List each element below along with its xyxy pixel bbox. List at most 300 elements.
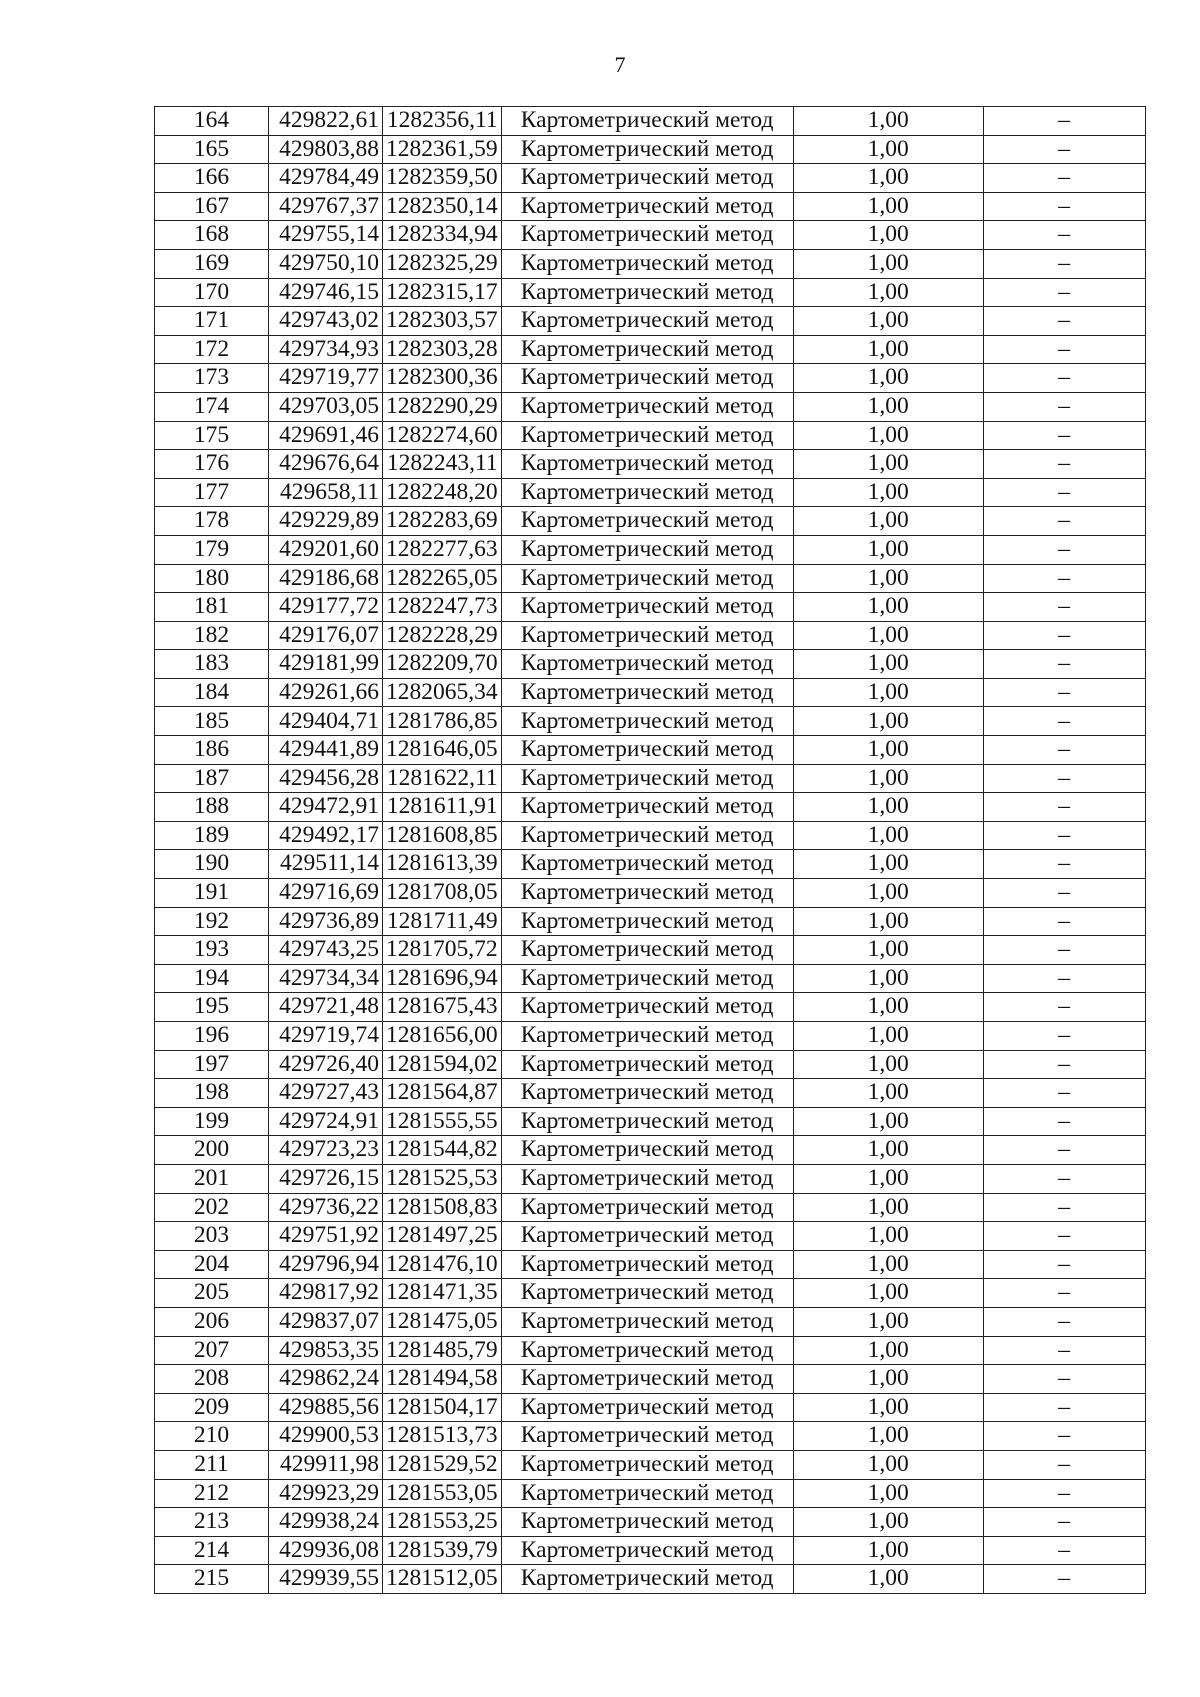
description-cell: – [983, 364, 1145, 393]
description-cell: – [983, 907, 1145, 936]
accuracy-cell: 1,00 [793, 707, 983, 736]
point-number-cell: 173 [155, 364, 269, 393]
method-cell: Картометрический метод [501, 1279, 793, 1308]
description-cell: – [983, 1107, 1145, 1136]
method-cell: Картометрический метод [501, 307, 793, 336]
description-cell: – [983, 850, 1145, 879]
y-coordinate-cell: 1281508,83 [383, 1193, 502, 1222]
y-coordinate-cell: 1281711,49 [383, 907, 502, 936]
description-cell: – [983, 1079, 1145, 1108]
description-cell: – [983, 249, 1145, 278]
point-number-cell: 215 [155, 1565, 269, 1594]
accuracy-cell: 1,00 [793, 764, 983, 793]
y-coordinate-cell: 1281525,53 [383, 1164, 502, 1193]
x-coordinate-cell: 429939,55 [269, 1565, 383, 1594]
y-coordinate-cell: 1281656,00 [383, 1022, 502, 1051]
description-cell: – [983, 1050, 1145, 1079]
point-number-cell: 171 [155, 307, 269, 336]
y-coordinate-cell: 1282209,70 [383, 650, 502, 679]
point-number-cell: 194 [155, 964, 269, 993]
y-coordinate-cell: 1281594,02 [383, 1050, 502, 1079]
table-row [155, 135, 1146, 164]
point-number-cell: 175 [155, 421, 269, 450]
x-coordinate-cell: 429404,71 [269, 707, 383, 736]
table-row [155, 107, 1146, 136]
accuracy-cell: 1,00 [793, 1422, 983, 1451]
method-cell: Картометрический метод [501, 964, 793, 993]
x-coordinate-cell: 429726,40 [269, 1050, 383, 1079]
method-cell: Картометрический метод [501, 1079, 793, 1108]
point-number-cell: 174 [155, 392, 269, 421]
point-number-cell: 181 [155, 593, 269, 622]
method-cell: Картометрический метод [501, 593, 793, 622]
y-coordinate-cell: 1282265,05 [383, 564, 502, 593]
x-coordinate-cell: 429456,28 [269, 764, 383, 793]
table-row [155, 1136, 1146, 1165]
x-coordinate-cell: 429900,53 [269, 1422, 383, 1451]
method-cell: Картометрический метод [501, 364, 793, 393]
x-coordinate-cell: 429911,98 [269, 1450, 383, 1479]
point-number-cell: 184 [155, 678, 269, 707]
point-number-cell: 177 [155, 478, 269, 507]
table-row [155, 221, 1146, 250]
y-coordinate-cell: 1281564,87 [383, 1079, 502, 1108]
x-coordinate-cell: 429726,15 [269, 1164, 383, 1193]
y-coordinate-cell: 1281553,05 [383, 1479, 502, 1508]
accuracy-cell: 1,00 [793, 1222, 983, 1251]
point-number-cell: 179 [155, 535, 269, 564]
x-coordinate-cell: 429853,35 [269, 1336, 383, 1365]
accuracy-cell: 1,00 [793, 1050, 983, 1079]
table-row [155, 1422, 1146, 1451]
accuracy-cell: 1,00 [793, 1565, 983, 1594]
table-row [155, 907, 1146, 936]
y-coordinate-cell: 1281504,17 [383, 1393, 502, 1422]
x-coordinate-cell: 429837,07 [269, 1307, 383, 1336]
point-number-cell: 193 [155, 936, 269, 965]
description-cell: – [983, 1565, 1145, 1594]
y-coordinate-cell: 1281529,52 [383, 1450, 502, 1479]
point-number-cell: 189 [155, 821, 269, 850]
accuracy-cell: 1,00 [793, 107, 983, 136]
x-coordinate-cell: 429750,10 [269, 249, 383, 278]
accuracy-cell: 1,00 [793, 1307, 983, 1336]
method-cell: Картометрический метод [501, 1164, 793, 1193]
method-cell: Картометрический метод [501, 879, 793, 908]
point-number-cell: 164 [155, 107, 269, 136]
x-coordinate-cell: 429719,77 [269, 364, 383, 393]
table-row [155, 1222, 1146, 1251]
x-coordinate-cell: 429784,49 [269, 164, 383, 193]
description-cell: – [983, 707, 1145, 736]
description-cell: – [983, 821, 1145, 850]
method-cell: Картометрический метод [501, 821, 793, 850]
y-coordinate-cell: 1282283,69 [383, 507, 502, 536]
point-number-cell: 167 [155, 192, 269, 221]
accuracy-cell: 1,00 [793, 907, 983, 936]
table-row [155, 764, 1146, 793]
x-coordinate-cell: 429716,69 [269, 879, 383, 908]
table-row [155, 964, 1146, 993]
method-cell: Картометрический метод [501, 1565, 793, 1594]
accuracy-cell: 1,00 [793, 936, 983, 965]
accuracy-cell: 1,00 [793, 135, 983, 164]
description-cell: – [983, 107, 1145, 136]
table-row [155, 821, 1146, 850]
point-number-cell: 183 [155, 650, 269, 679]
point-number-cell: 182 [155, 621, 269, 650]
method-cell: Картометрический метод [501, 850, 793, 879]
accuracy-cell: 1,00 [793, 307, 983, 336]
accuracy-cell: 1,00 [793, 192, 983, 221]
y-coordinate-cell: 1282361,59 [383, 135, 502, 164]
accuracy-cell: 1,00 [793, 392, 983, 421]
accuracy-cell: 1,00 [793, 1107, 983, 1136]
method-cell: Картометрический метод [501, 507, 793, 536]
coordinates-table-body [155, 107, 1146, 1594]
y-coordinate-cell: 1282247,73 [383, 593, 502, 622]
point-number-cell: 187 [155, 764, 269, 793]
description-cell: – [983, 450, 1145, 479]
point-number-cell: 211 [155, 1450, 269, 1479]
x-coordinate-cell: 429181,99 [269, 650, 383, 679]
method-cell: Картометрический метод [501, 793, 793, 822]
table-row [155, 936, 1146, 965]
point-number-cell: 190 [155, 850, 269, 879]
x-coordinate-cell: 429734,93 [269, 335, 383, 364]
description-cell: – [983, 764, 1145, 793]
y-coordinate-cell: 1282300,36 [383, 364, 502, 393]
method-cell: Картометрический метод [501, 1193, 793, 1222]
x-coordinate-cell: 429441,89 [269, 736, 383, 765]
y-coordinate-cell: 1282243,11 [383, 450, 502, 479]
table-row [155, 1107, 1146, 1136]
description-cell: – [983, 678, 1145, 707]
accuracy-cell: 1,00 [793, 364, 983, 393]
x-coordinate-cell: 429719,74 [269, 1022, 383, 1051]
x-coordinate-cell: 429817,92 [269, 1279, 383, 1308]
description-cell: – [983, 192, 1145, 221]
accuracy-cell: 1,00 [793, 478, 983, 507]
x-coordinate-cell: 429743,02 [269, 307, 383, 336]
y-coordinate-cell: 1281708,05 [383, 879, 502, 908]
y-coordinate-cell: 1282315,17 [383, 278, 502, 307]
accuracy-cell: 1,00 [793, 1479, 983, 1508]
table-row [155, 564, 1146, 593]
method-cell: Картометрический метод [501, 1107, 793, 1136]
table-row [155, 1508, 1146, 1537]
description-cell: – [983, 392, 1145, 421]
method-cell: Картометрический метод [501, 764, 793, 793]
point-number-cell: 207 [155, 1336, 269, 1365]
table-row [155, 507, 1146, 536]
accuracy-cell: 1,00 [793, 564, 983, 593]
description-cell: – [983, 221, 1145, 250]
description-cell: – [983, 307, 1145, 336]
description-cell: – [983, 135, 1145, 164]
y-coordinate-cell: 1281696,94 [383, 964, 502, 993]
method-cell: Картометрический метод [501, 392, 793, 421]
method-cell: Картометрический метод [501, 736, 793, 765]
method-cell: Картометрический метод [501, 450, 793, 479]
method-cell: Картометрический метод [501, 1136, 793, 1165]
accuracy-cell: 1,00 [793, 850, 983, 879]
method-cell: Картометрический метод [501, 278, 793, 307]
point-number-cell: 170 [155, 278, 269, 307]
point-number-cell: 205 [155, 1279, 269, 1308]
table-row [155, 249, 1146, 278]
accuracy-cell: 1,00 [793, 421, 983, 450]
y-coordinate-cell: 1281555,55 [383, 1107, 502, 1136]
description-cell: – [983, 1508, 1145, 1537]
y-coordinate-cell: 1282303,28 [383, 335, 502, 364]
table-row [155, 1050, 1146, 1079]
method-cell: Картометрический метод [501, 621, 793, 650]
description-cell: – [983, 1365, 1145, 1394]
accuracy-cell: 1,00 [793, 335, 983, 364]
method-cell: Картометрический метод [501, 1250, 793, 1279]
method-cell: Картометрический метод [501, 421, 793, 450]
description-cell: – [983, 1479, 1145, 1508]
accuracy-cell: 1,00 [793, 1279, 983, 1308]
description-cell: – [983, 1222, 1145, 1251]
y-coordinate-cell: 1282350,14 [383, 192, 502, 221]
coordinates-table [154, 106, 1146, 1594]
point-number-cell: 166 [155, 164, 269, 193]
method-cell: Картометрический метод [501, 993, 793, 1022]
table-row [155, 993, 1146, 1022]
x-coordinate-cell: 429862,24 [269, 1365, 383, 1394]
x-coordinate-cell: 429923,29 [269, 1479, 383, 1508]
point-number-cell: 210 [155, 1422, 269, 1451]
method-cell: Картометрический метод [501, 164, 793, 193]
point-number-cell: 172 [155, 335, 269, 364]
y-coordinate-cell: 1281494,58 [383, 1365, 502, 1394]
accuracy-cell: 1,00 [793, 1136, 983, 1165]
description-cell: – [983, 278, 1145, 307]
description-cell: – [983, 1422, 1145, 1451]
table-row [155, 793, 1146, 822]
point-number-cell: 209 [155, 1393, 269, 1422]
accuracy-cell: 1,00 [793, 879, 983, 908]
description-cell: – [983, 335, 1145, 364]
x-coordinate-cell: 429727,43 [269, 1079, 383, 1108]
description-cell: – [983, 793, 1145, 822]
table-row [155, 1079, 1146, 1108]
y-coordinate-cell: 1281544,82 [383, 1136, 502, 1165]
accuracy-cell: 1,00 [793, 249, 983, 278]
accuracy-cell: 1,00 [793, 593, 983, 622]
point-number-cell: 185 [155, 707, 269, 736]
y-coordinate-cell: 1282356,11 [383, 107, 502, 136]
table-row [155, 1022, 1146, 1051]
description-cell: – [983, 1307, 1145, 1336]
description-cell: – [983, 1250, 1145, 1279]
method-cell: Картометрический метод [501, 1450, 793, 1479]
method-cell: Картометрический метод [501, 249, 793, 278]
accuracy-cell: 1,00 [793, 450, 983, 479]
description-cell: – [983, 507, 1145, 536]
description-cell: – [983, 879, 1145, 908]
y-coordinate-cell: 1282065,34 [383, 678, 502, 707]
table-row [155, 1250, 1146, 1279]
y-coordinate-cell: 1281475,05 [383, 1307, 502, 1336]
y-coordinate-cell: 1281513,73 [383, 1422, 502, 1451]
x-coordinate-cell: 429885,56 [269, 1393, 383, 1422]
y-coordinate-cell: 1282359,50 [383, 164, 502, 193]
description-cell: – [983, 535, 1145, 564]
accuracy-cell: 1,00 [793, 1393, 983, 1422]
x-coordinate-cell: 429736,22 [269, 1193, 383, 1222]
accuracy-cell: 1,00 [793, 1365, 983, 1394]
y-coordinate-cell: 1281786,85 [383, 707, 502, 736]
method-cell: Картометрический метод [501, 192, 793, 221]
method-cell: Картометрический метод [501, 1050, 793, 1079]
table-row [155, 1479, 1146, 1508]
accuracy-cell: 1,00 [793, 993, 983, 1022]
table-row [155, 850, 1146, 879]
method-cell: Картометрический метод [501, 907, 793, 936]
accuracy-cell: 1,00 [793, 964, 983, 993]
description-cell: – [983, 164, 1145, 193]
method-cell: Картометрический метод [501, 221, 793, 250]
method-cell: Картометрический метод [501, 1222, 793, 1251]
accuracy-cell: 1,00 [793, 1336, 983, 1365]
point-number-cell: 200 [155, 1136, 269, 1165]
point-number-cell: 201 [155, 1164, 269, 1193]
table-row [155, 392, 1146, 421]
y-coordinate-cell: 1281512,05 [383, 1565, 502, 1594]
point-number-cell: 176 [155, 450, 269, 479]
description-cell: – [983, 1393, 1145, 1422]
table-row [155, 650, 1146, 679]
accuracy-cell: 1,00 [793, 507, 983, 536]
table-row [155, 1336, 1146, 1365]
y-coordinate-cell: 1282228,29 [383, 621, 502, 650]
y-coordinate-cell: 1282325,29 [383, 249, 502, 278]
table-row [155, 707, 1146, 736]
table-row [155, 621, 1146, 650]
accuracy-cell: 1,00 [793, 1508, 983, 1537]
description-cell: – [983, 993, 1145, 1022]
method-cell: Картометрический метод [501, 135, 793, 164]
description-cell: – [983, 1164, 1145, 1193]
point-number-cell: 204 [155, 1250, 269, 1279]
x-coordinate-cell: 429721,48 [269, 993, 383, 1022]
x-coordinate-cell: 429229,89 [269, 507, 383, 536]
table-row [155, 1565, 1146, 1594]
accuracy-cell: 1,00 [793, 736, 983, 765]
method-cell: Картометрический метод [501, 1393, 793, 1422]
description-cell: – [983, 621, 1145, 650]
accuracy-cell: 1,00 [793, 821, 983, 850]
y-coordinate-cell: 1281485,79 [383, 1336, 502, 1365]
table-row [155, 335, 1146, 364]
point-number-cell: 191 [155, 879, 269, 908]
method-cell: Картометрический метод [501, 478, 793, 507]
method-cell: Картометрический метод [501, 1307, 793, 1336]
y-coordinate-cell: 1282277,63 [383, 535, 502, 564]
point-number-cell: 168 [155, 221, 269, 250]
description-cell: – [983, 1136, 1145, 1165]
table-row [155, 307, 1146, 336]
x-coordinate-cell: 429936,08 [269, 1536, 383, 1565]
method-cell: Картометрический метод [501, 1479, 793, 1508]
x-coordinate-cell: 429676,64 [269, 450, 383, 479]
method-cell: Картометрический метод [501, 707, 793, 736]
point-number-cell: 169 [155, 249, 269, 278]
description-cell: – [983, 564, 1145, 593]
point-number-cell: 186 [155, 736, 269, 765]
y-coordinate-cell: 1282334,94 [383, 221, 502, 250]
accuracy-cell: 1,00 [793, 221, 983, 250]
accuracy-cell: 1,00 [793, 1450, 983, 1479]
point-number-cell: 212 [155, 1479, 269, 1508]
table-row [155, 192, 1146, 221]
x-coordinate-cell: 429767,37 [269, 192, 383, 221]
table-row [155, 450, 1146, 479]
x-coordinate-cell: 429803,88 [269, 135, 383, 164]
x-coordinate-cell: 429751,92 [269, 1222, 383, 1251]
accuracy-cell: 1,00 [793, 1536, 983, 1565]
method-cell: Картометрический метод [501, 1422, 793, 1451]
y-coordinate-cell: 1281553,25 [383, 1508, 502, 1537]
x-coordinate-cell: 429796,94 [269, 1250, 383, 1279]
point-number-cell: 214 [155, 1536, 269, 1565]
y-coordinate-cell: 1281675,43 [383, 993, 502, 1022]
description-cell: – [983, 421, 1145, 450]
y-coordinate-cell: 1282248,20 [383, 478, 502, 507]
accuracy-cell: 1,00 [793, 1022, 983, 1051]
description-cell: – [983, 650, 1145, 679]
table-row [155, 1193, 1146, 1222]
description-cell: – [983, 478, 1145, 507]
table-row [155, 278, 1146, 307]
point-number-cell: 178 [155, 507, 269, 536]
accuracy-cell: 1,00 [793, 621, 983, 650]
description-cell: – [983, 964, 1145, 993]
x-coordinate-cell: 429261,66 [269, 678, 383, 707]
method-cell: Картометрический метод [501, 936, 793, 965]
x-coordinate-cell: 429691,46 [269, 421, 383, 450]
x-coordinate-cell: 429511,14 [269, 850, 383, 879]
x-coordinate-cell: 429201,60 [269, 535, 383, 564]
x-coordinate-cell: 429822,61 [269, 107, 383, 136]
point-number-cell: 195 [155, 993, 269, 1022]
method-cell: Картометрический метод [501, 564, 793, 593]
table-row [155, 164, 1146, 193]
accuracy-cell: 1,00 [793, 1250, 983, 1279]
y-coordinate-cell: 1281611,91 [383, 793, 502, 822]
description-cell: – [983, 936, 1145, 965]
table-row [155, 1307, 1146, 1336]
y-coordinate-cell: 1281476,10 [383, 1250, 502, 1279]
table-row [155, 1279, 1146, 1308]
method-cell: Картометрический метод [501, 335, 793, 364]
accuracy-cell: 1,00 [793, 535, 983, 564]
y-coordinate-cell: 1281613,39 [383, 850, 502, 879]
point-number-cell: 180 [155, 564, 269, 593]
accuracy-cell: 1,00 [793, 678, 983, 707]
method-cell: Картометрический метод [501, 1336, 793, 1365]
description-cell: – [983, 736, 1145, 765]
x-coordinate-cell: 429743,25 [269, 936, 383, 965]
accuracy-cell: 1,00 [793, 278, 983, 307]
point-number-cell: 192 [155, 907, 269, 936]
method-cell: Картометрический метод [501, 107, 793, 136]
x-coordinate-cell: 429746,15 [269, 278, 383, 307]
description-cell: – [983, 1450, 1145, 1479]
